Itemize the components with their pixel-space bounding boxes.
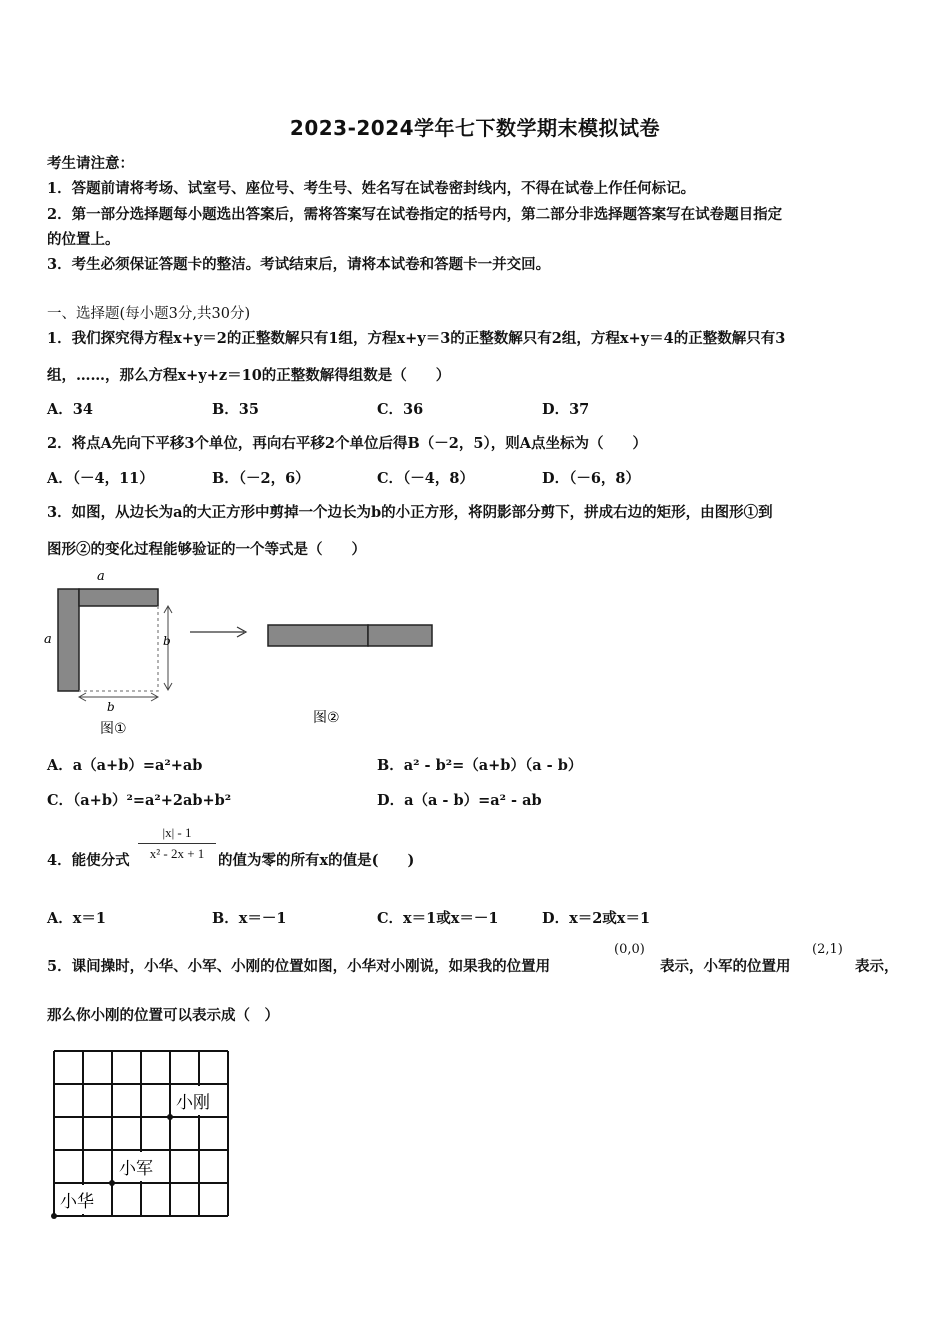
- q1-option-d: D．37: [542, 401, 590, 418]
- q5-stem-line2: 那么你小刚的位置可以表示成（ ）: [47, 1007, 279, 1024]
- q2-option-d: D．（－6，8）: [542, 470, 641, 487]
- q5-coord-xiaohua: (0,0): [614, 942, 645, 957]
- q4-option-d: D．x＝2或x＝1: [542, 910, 651, 927]
- q5-coord-xiaojun: (2,1): [812, 942, 843, 957]
- q5-position-grid: [48, 1045, 238, 1225]
- q1-option-a: A．34: [47, 401, 93, 418]
- notice-heading: 考生请注意：: [47, 155, 134, 172]
- label-xiaogang: 小刚: [176, 1093, 210, 1113]
- cut-square-outline: [79, 606, 158, 691]
- shaded-strip-top: [79, 589, 158, 606]
- transform-arrow: [190, 627, 246, 637]
- q4-stem-suffix: 的值为零的所有x的值是( ): [218, 852, 415, 869]
- caption-figure-2: 图②: [313, 710, 340, 726]
- label-xiaohua: 小华: [60, 1192, 94, 1212]
- point-xiaogang: [167, 1114, 173, 1120]
- q4-option-b: B．x＝－1: [212, 910, 287, 927]
- q4-denominator: x² - 2x + 1: [149, 846, 205, 861]
- q3-option-c: C．（a+b）²=a²+2ab+b²: [47, 792, 232, 809]
- q4-stem-prefix: 4．能使分式: [47, 852, 130, 869]
- q5-stem-part1: 5．课间操时，小华、小军、小刚的位置如图，小华对小刚说，如果我的位置用: [47, 958, 551, 975]
- notice-item-2: 2．第一部分选择题每小题选出答案后，需将答案写在试卷指定的括号内，第二部分非选择题答案写在试卷题目指定: [47, 206, 783, 223]
- q4-numerator: |x| - 1: [138, 825, 216, 844]
- q5-stem-part3: 表示，: [855, 958, 899, 975]
- label-xiaojun: 小军: [119, 1159, 153, 1179]
- page-title: 2023-2024学年七下数学期末模拟试卷: [289, 116, 661, 140]
- rectangle-part-2: [368, 625, 432, 646]
- rectangle-part-1: [268, 625, 368, 646]
- q3-option-b: B．a² - b²=（a+b）（a - b）: [377, 757, 583, 774]
- q3-stem-line1: 3．如图，从边长为a的大正方形中剪掉一个边长为b的小正方形，将阴影部分剪下，拼成右边的矩形，由图形①到: [47, 504, 773, 521]
- label-b-bottom: b: [107, 700, 115, 714]
- point-xiaohua: [51, 1213, 57, 1219]
- q4-option-c: C．x＝1或x＝－1: [377, 910, 499, 927]
- q3-option-d: D．a（a - b）=a² - ab: [377, 792, 542, 809]
- notice-item-1: 1．答题前请将考场、试室号、座位号、考生号、姓名写在试卷密封线内，不得在试卷上作任何标记。: [47, 180, 696, 197]
- q1-option-c: C．36: [377, 401, 424, 418]
- figure-1-big-square: [58, 589, 172, 701]
- q3-option-a: A．a（a+b）=a²+ab: [47, 757, 203, 774]
- q1-option-b: B．35: [212, 401, 259, 418]
- q1-stem-line2: 组，……，那么方程x+y+z＝10的正整数解得组数是（ ）: [47, 367, 451, 384]
- label-a-left: a: [44, 632, 52, 647]
- caption-figure-1: 图①: [100, 721, 127, 737]
- label-a-top: a: [97, 569, 105, 584]
- q2-option-c: C．（－4，8）: [377, 470, 474, 487]
- q2-stem: 2．将点A先向下平移3个单位，再向右平移2个单位后得B（－2，5），则A点坐标为（ ）: [47, 435, 647, 452]
- q5-stem-part2: 表示，小军的位置用: [660, 958, 791, 975]
- q3-stem-line2: 图形②的变化过程能够验证的一个等式是（ ）: [47, 541, 366, 558]
- q2-option-b: B．（－2，6）: [212, 470, 310, 487]
- notice-item-3: 3．考生必须保证答题卡的整洁。考试结束后，请将本试卷和答题卡一并交回。: [47, 256, 551, 273]
- notice-item-2-cont: 的位置上。: [47, 231, 120, 248]
- point-xiaojun: [109, 1180, 115, 1186]
- q1-stem-line1: 1．我们探究得方程x+y＝2的正整数解只有1组，方程x+y＝3的正整数解只有2组，方程x+y＝4的正整数解只有3: [47, 330, 786, 347]
- q2-option-a: A．（－4，11）: [47, 470, 154, 487]
- q4-fraction: [138, 825, 216, 862]
- shaded-strip-left: [58, 589, 79, 691]
- label-b-right: b: [163, 634, 171, 648]
- section-heading: 一、选择题(每小题3分,共30分): [47, 306, 251, 322]
- q3-figure: [40, 565, 460, 740]
- q4-option-a: A．x＝1: [47, 910, 106, 927]
